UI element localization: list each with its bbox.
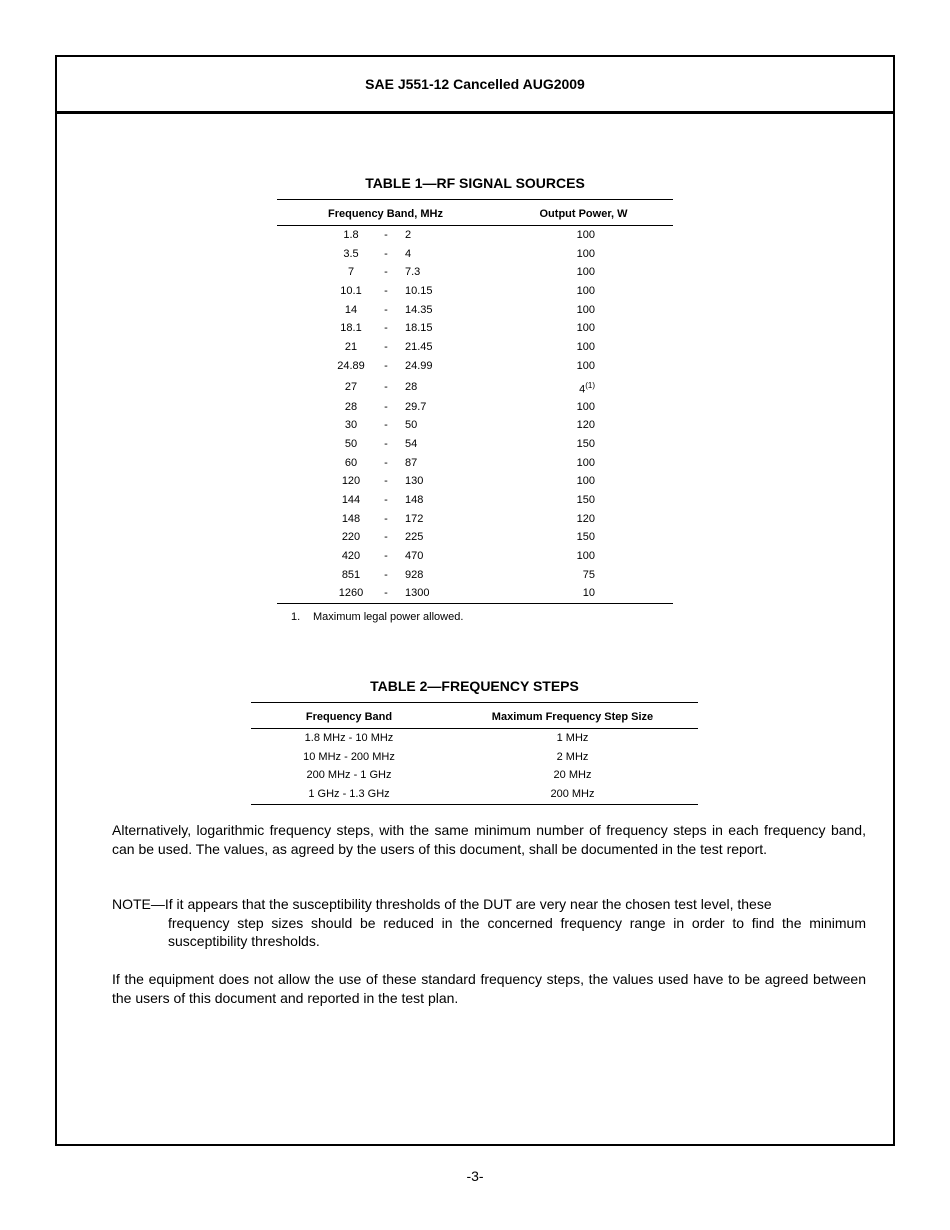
freq-low: 7 [347,266,355,279]
freq-high: 54 [405,437,418,450]
document-header [57,57,893,114]
table2-col-band: Frequency Band [305,711,393,723]
freq-high: 18.15 [405,322,433,335]
power-value: 100 [576,303,595,316]
table1-footnote [277,604,673,626]
freq-high: 470 [405,550,424,562]
power-value: 100 [576,285,595,298]
output-power [507,341,595,353]
power-value: 4 [579,383,586,396]
freq-high: 10.15 [405,285,433,298]
output-power [507,494,595,506]
range-dash: - [384,400,388,413]
freq-high: 130 [405,475,424,488]
table-row [277,454,673,473]
freq-high: 172 [405,512,424,525]
freq-low: 18.1 [340,322,362,335]
table-row [277,398,673,417]
table2-col-step: Maximum Frequency Step Size [491,711,654,723]
power-value: 150 [576,531,595,544]
step-size: 200 MHz [550,788,595,801]
freq-low: 24.89 [337,359,365,372]
range-dash: - [384,229,388,241]
freq-high: 21.45 [405,341,433,354]
power-value: 100 [576,400,595,413]
output-power [507,360,595,372]
footnote-number: 1. [291,611,301,624]
output-power [507,438,595,450]
table-row [251,748,698,767]
frequency-band: 1 GHz - 1.3 GHz [308,788,390,801]
freq-high: 28 [405,380,418,393]
freq-high: 928 [405,568,424,581]
table-row [277,319,673,338]
output-power [507,266,595,278]
range-dash: - [384,587,388,600]
freq-high: 2 [405,229,412,241]
freq-low: 50 [344,437,358,450]
footnote-text: Maximum legal power allowed. [313,611,464,624]
freq-high: 14.35 [405,303,433,316]
table1-title: TABLE 1—RF SIGNAL SOURCES [365,175,585,191]
table2 [251,702,698,805]
output-power [507,304,595,316]
freq-low: 3.5 [343,247,359,260]
range-dash: - [384,247,388,260]
table2-header [251,702,698,729]
table1-body [277,226,673,603]
range-dash: - [384,437,388,450]
table-row [277,263,673,282]
freq-low: 1260 [338,587,364,600]
table-row [277,566,673,585]
step-size: 20 MHz [553,769,592,782]
output-power [507,248,595,260]
freq-high: 29.7 [405,400,427,413]
power-value: 100 [576,247,595,260]
table-row [277,435,673,454]
freq-low: 148 [341,512,361,525]
freq-high: 225 [405,531,424,544]
output-power [507,569,595,581]
range-dash: - [384,531,388,544]
output-power [507,419,595,431]
freq-low: 14 [344,303,358,316]
range-dash: - [384,359,388,372]
range-dash: - [384,493,388,506]
freq-low: 1.8 [343,229,359,241]
table-row [277,301,673,320]
table-row [277,416,673,435]
frequency-band: 1.8 MHz - 10 MHz [304,732,394,744]
output-power [507,475,595,487]
output-power [507,285,595,297]
table-row [277,282,673,301]
table-row [251,766,698,785]
table-row [277,245,673,264]
range-dash: - [384,380,388,393]
freq-low: 27 [344,380,358,393]
power-value: 100 [576,322,595,335]
power-value: 100 [576,550,595,562]
table-row [277,226,673,245]
freq-high: 1300 [405,587,430,600]
table1-col-frequency: Frequency Band, MHz [328,208,443,220]
freq-low: 30 [344,419,358,432]
range-dash: - [384,568,388,581]
freq-low: 21 [344,341,358,354]
power-value: 150 [576,493,595,506]
power-value: 100 [576,456,595,469]
table2-title: TABLE 2—FREQUENCY STEPS [370,678,579,694]
power-value: 100 [576,359,595,372]
range-dash: - [384,419,388,432]
range-dash: - [384,550,388,562]
freq-high: 87 [405,456,418,469]
output-power [507,401,595,413]
freq-high: 148 [405,493,424,506]
power-value: 120 [576,419,595,432]
freq-low: 144 [341,493,361,506]
table-row [277,357,673,376]
output-power [507,229,595,241]
power-value: 100 [576,229,595,241]
power-value: 100 [576,266,595,279]
table-row [277,584,673,603]
freq-low: 60 [344,456,358,469]
range-dash: - [384,512,388,525]
table1-col-power: Output Power, W [539,208,628,220]
table-row [277,491,673,510]
table-row [277,376,673,398]
freq-low: 851 [341,568,361,581]
table-row [277,547,673,566]
table-row [251,729,698,748]
power-value: 10 [582,587,595,600]
note-paragraph [112,895,866,951]
output-power [507,531,595,543]
power-value: 100 [576,341,595,354]
output-power [507,550,595,562]
range-dash: - [384,456,388,469]
step-size: 1 MHz [556,732,589,744]
range-dash: - [384,266,388,279]
output-power [507,381,595,396]
table2-body [251,729,698,804]
freq-high: 4 [405,247,412,260]
freq-low: 220 [341,531,361,544]
note-continuation: frequency step sizes should be reduced in the concerned frequency range in order to find the minimum susceptibility thresholds. [168,914,866,950]
range-dash: - [384,475,388,488]
freq-high: 50 [405,419,418,432]
range-dash: - [384,285,388,298]
output-power [507,587,595,599]
step-size: 2 MHz [556,750,589,763]
table-row [277,528,673,547]
output-power [507,322,595,334]
freq-low: 28 [344,400,358,413]
freq-low: 10.1 [340,285,362,298]
table1-header [277,200,673,226]
frequency-band: 10 MHz - 200 MHz [303,750,395,763]
freq-low: 420 [341,550,361,562]
range-dash: - [384,341,388,354]
freq-high: 7.3 [405,266,421,279]
table-row [277,472,673,491]
table-row [251,785,698,804]
document-title: SAE J551-12 Cancelled AUG2009 [365,76,585,92]
page-number: -3- [466,1168,484,1184]
table1 [277,199,673,626]
power-value: 75 [582,568,595,581]
output-power [507,513,595,525]
paragraph-alternatively: Alternatively, logarithmic frequency steps, with the same minimum number of frequency steps in each frequency band, can be used. The values, as agreed by the users of this document, shall be documented in the test report. [112,822,866,857]
table-row [277,510,673,529]
note-lead: NOTE—If it appears that the susceptibility thresholds of the DUT are very near the chosen test level, these [112,896,772,912]
range-dash: - [384,303,388,316]
table-row [277,338,673,357]
frequency-band: 200 MHz - 1 GHz [306,769,392,782]
power-value: 150 [576,437,595,450]
freq-low: 120 [341,475,361,488]
freq-high: 24.99 [405,359,433,372]
output-power [507,457,595,469]
power-value: 120 [576,512,595,525]
power-value: 100 [576,475,595,488]
paragraph-equipment: If the equipment does not allow the use of these standard frequency steps, the values used have to be agreed between the users of this document and reported in the test plan. [112,971,866,1006]
range-dash: - [384,322,388,335]
footnote-ref: (1) [585,380,595,390]
